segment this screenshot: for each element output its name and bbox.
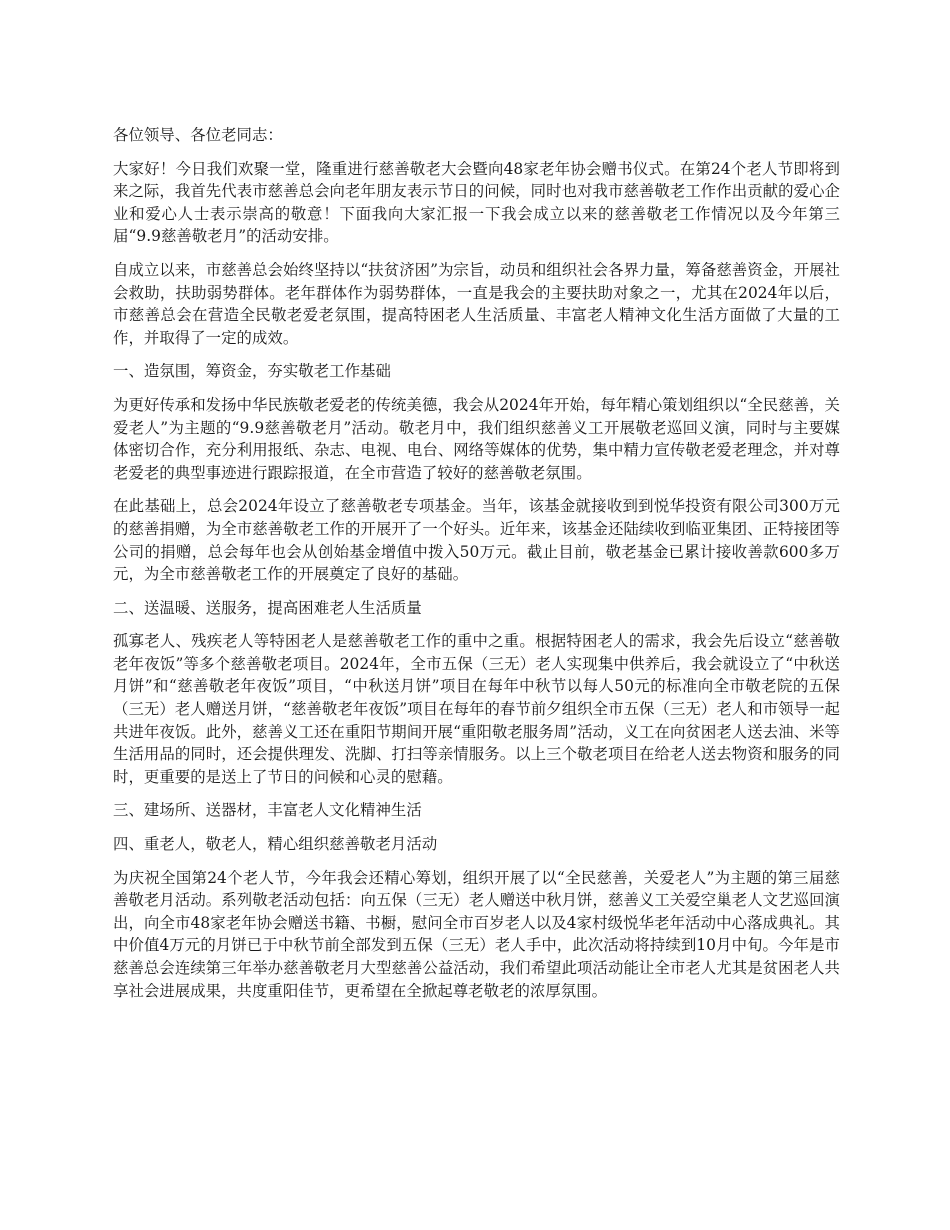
paragraph-section-1-b: 在此基础上，总会2024年设立了慈善敬老专项基金。当年，该基金就接收到到悦华投资有限公司300万元的慈善捐赠，为全市慈善敬老工作的开展开了一个好头。近年来，该基金还陆续收到临亚集团、正特接团等公司的捐赠，总会每年也会从创始基金增值中拨入50万元。截止目前，敬老基金已累计接收善款600多万元，为全市慈善敬老工作的开展奠定了良好的基础。 [113,497,840,584]
document-body [113,124,840,1013]
section-heading-4: 四、重老人，敬老人，精心组织慈善敬老月活动 [113,835,438,854]
paragraph-opening: 大家好！今日我们欢聚一堂，隆重进行慈善敬老大会暨向48家老年协会赠书仪式。在第24个老人节即将到来之际，我首先代表市慈善总会向老年朋友表示节日的问候，同时也对我市慈善敬老工作作出贡献的爱心企业和爱心人士表示崇高的敬意！下面我向大家汇报一下我会成立以来的慈善敬老工作情况以及今年第三届“9.9慈善敬老月”的活动安排。 [113,159,840,246]
section-heading-2: 二、送温暖、送服务，提高困难老人生活质量 [113,598,422,617]
section-heading-1: 一、造氛围，筹资金，夯实敬老工作基础 [113,362,391,381]
salutation: 各位领导、各位老同志： [113,126,283,144]
section-heading-3: 三、建场所、送器材，丰富老人文化精神生活 [113,801,422,820]
paragraph-section-1-a: 为更好传承和发扬中华民族敬老爱老的传统美德，我会从2024年开始，每年精心策划组织以“全民慈善，关爱老人”为主题的“9.9慈善敬老月”活动。敬老月中，我们组织慈善义工开展敬老巡回义演，同时与主要媒体密切合作，充分利用报纸、杂志、电视、电台、网络等媒体的优势，集中精力宣传敬老爱老理念，并对尊老爱老的典型事迹进行跟踪报道，在全市营造了较好的慈善敬老氛围。 [113,395,840,482]
paragraph-section-2: 孤寡老人、残疾老人等特困老人是慈善敬老工作的重中之重。根据特困老人的需求，我会先后设立“慈善敬老年夜饭”等多个慈善敬老项目。2024年，全市五保（三无）老人实现集中供养后，我会就设立了“中秋送月饼”和“慈善敬老年夜饭”项目，“中秋送月饼”项目在每年中秋节以每人50元的标准向全市敬老院的五保（三无）老人赠送月饼，“慈善敬老年夜饭”项目在每年的春节前夕组织全市五保（三无）老人和市领导一起共进年夜饭。此外，慈善义工还在重阳节期间开展“重阳敬老服务周”活动，义工在向贫困老人送去油、米等生活用品的同时，还会提供理发、洗脚、打扫等亲情服务。以上三个敬老项目在给老人送去物资和服务的同时，更重要的是送上了节日的问候和心灵的慰藉。 [113,632,840,786]
paragraph-introduction: 自成立以来，市慈善总会始终坚持以“扶贫济困”为宗旨，动员和组织社会各界力量，筹备慈善资金，开展社会救助，扶助弱势群体。老年群体作为弱势群体，一直是我会的主要扶助对象之一，尤其在2024年以后，市慈善总会在营造全民敬老爱老氛围，提高特困老人生活质量、丰富老人精神文化生活方面做了大量的工作，并取得了一定的成效。 [113,260,840,347]
paragraph-section-4: 为庆祝全国第24个老人节，今年我会还精心筹划，组织开展了以“全民慈善，关爱老人”为主题的第三届慈善敬老月活动。系列敬老活动包括：向五保（三无）老人赠送中秋月饼，慈善义工关爱空巢老人文艺巡回演出，向全市48家老年协会赠送书籍、书橱，慰问全市百岁老人以及4家村级悦华老年活动中心落成典礼。其中价值4万元的月饼已于中秋节前全部发到五保（三无）老人手中，此次活动将持续到10月中旬。今年是市慈善总会连续第三年举办慈善敬老月大型慈善公益活动，我们希望此项活动能让全市老人尤其是贫困老人共享社会进展成果，共度重阳佳节，更希望在全掀起尊老敬老的浓厚氛围。 [113,868,840,1000]
